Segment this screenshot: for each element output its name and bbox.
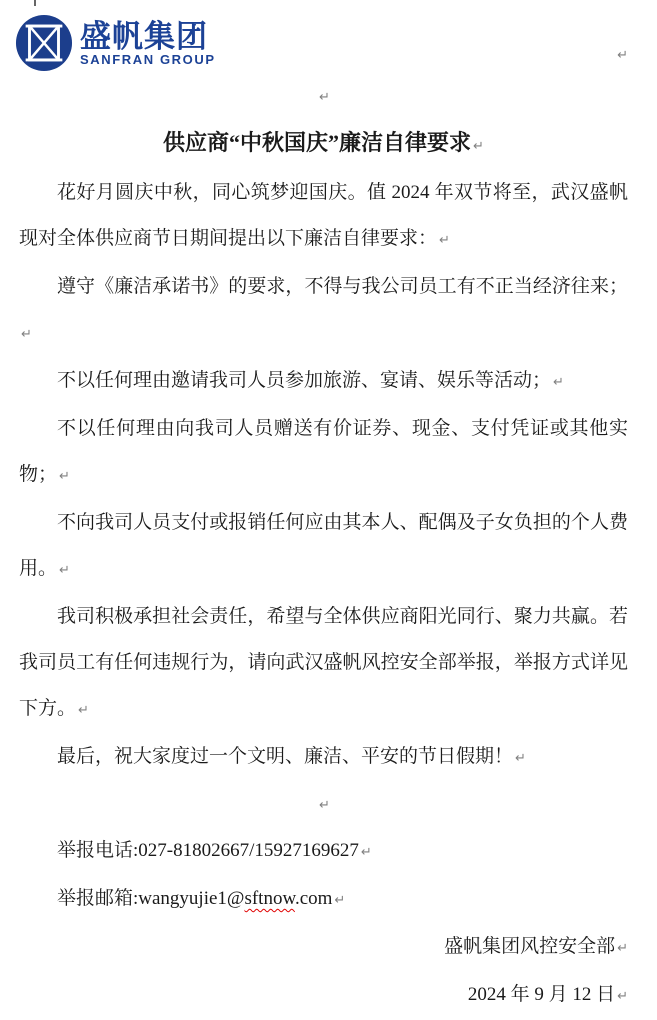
page-title: [19, 120, 628, 170]
report-email-line: [19, 876, 628, 924]
paragraph-mark: ↵: [617, 48, 628, 63]
paragraph-mark: ↵: [515, 751, 526, 766]
paragraph-mark: ↵: [21, 327, 32, 342]
paragraph-mark: ↵: [59, 563, 70, 578]
empty-paragraph: [19, 74, 628, 120]
paragraph-mark: ↵: [617, 941, 628, 956]
page-title-text: 供应商“中秋国庆”廉洁自律要求: [163, 130, 472, 155]
paragraph-mark: ↵: [319, 90, 330, 105]
body-paragraph-closing: [19, 734, 628, 782]
report-phone-text: 举报电话:027-81802667/15927169627: [57, 840, 359, 861]
signature-date: [19, 972, 628, 1020]
signature-department-text: 盛帆集团风控安全部: [444, 936, 616, 957]
paragraph-mark: ↵: [617, 989, 628, 1004]
paragraph-mark: ↵: [59, 469, 70, 484]
report-email-user: wangyujie1@: [138, 888, 245, 909]
report-phone-line: [19, 828, 628, 876]
body-paragraph-rule-1: [19, 264, 628, 358]
body-paragraph-rule-4: [19, 500, 628, 594]
paragraph-text: 我司积极承担社会责任，希望与全体供应商阳光同行、聚力共赢。若我司员工有任何违规行为，请向武汉盛帆风控安全部举报，举报方式详见下方。: [19, 606, 628, 719]
paragraph-mark: ↵: [319, 798, 330, 813]
paragraph-text: 花好月圆庆中秋，同心筑梦迎国庆。值 2024 年双节将至，武汉盛帆现对全体供应商节日期间提出以下廉洁自律要求：: [19, 182, 628, 249]
report-email-label: 举报邮箱:: [57, 888, 139, 909]
paragraph-text: 不以任何理由邀请我司人员参加旅游、宴请、娱乐等活动；: [57, 370, 552, 391]
paragraph-mark: ↵: [360, 845, 372, 860]
sanfran-logo-icon: [15, 14, 73, 72]
paragraph-mark: ↵: [439, 233, 450, 248]
report-email-tld: .com: [294, 888, 333, 909]
company-logo: [15, 0, 628, 74]
empty-paragraph: [19, 782, 628, 828]
body-paragraph-commitment: [19, 594, 628, 734]
paragraph-text: 遵守《廉洁承诺书》的要求，不得与我公司员工有不正当经济往来；: [57, 276, 628, 297]
paragraph-text: 不以任何理由向我司人员赠送有价证券、现金、支付凭证或其他实物；: [19, 418, 628, 485]
paragraph-mark: ↵: [334, 893, 346, 908]
company-name-block: [80, 20, 216, 67]
signature-department: [19, 924, 628, 972]
paragraph-text: 最后，祝大家度过一个文明、廉洁、平安的节日假期！: [57, 746, 514, 767]
body-paragraph-rule-3: [19, 406, 628, 500]
paragraph-text: 不向我司人员支付或报销任何应由其本人、配偶及子女负担的个人费用。: [19, 512, 628, 579]
company-name-english: SANFRAN GROUP: [80, 51, 216, 67]
company-name-chinese: 盛帆集团: [80, 18, 208, 54]
report-email-domain-spellcheck: sftnow: [244, 888, 295, 909]
paragraph-mark: ↵: [78, 703, 89, 718]
paragraph-mark: ↵: [473, 139, 484, 154]
signature-date-text: 2024 年 9 月 12 日: [467, 984, 616, 1005]
paragraph-mark: ↵: [553, 375, 564, 390]
body-paragraph-rule-2: [19, 358, 628, 406]
body-paragraph-intro: [19, 170, 628, 264]
